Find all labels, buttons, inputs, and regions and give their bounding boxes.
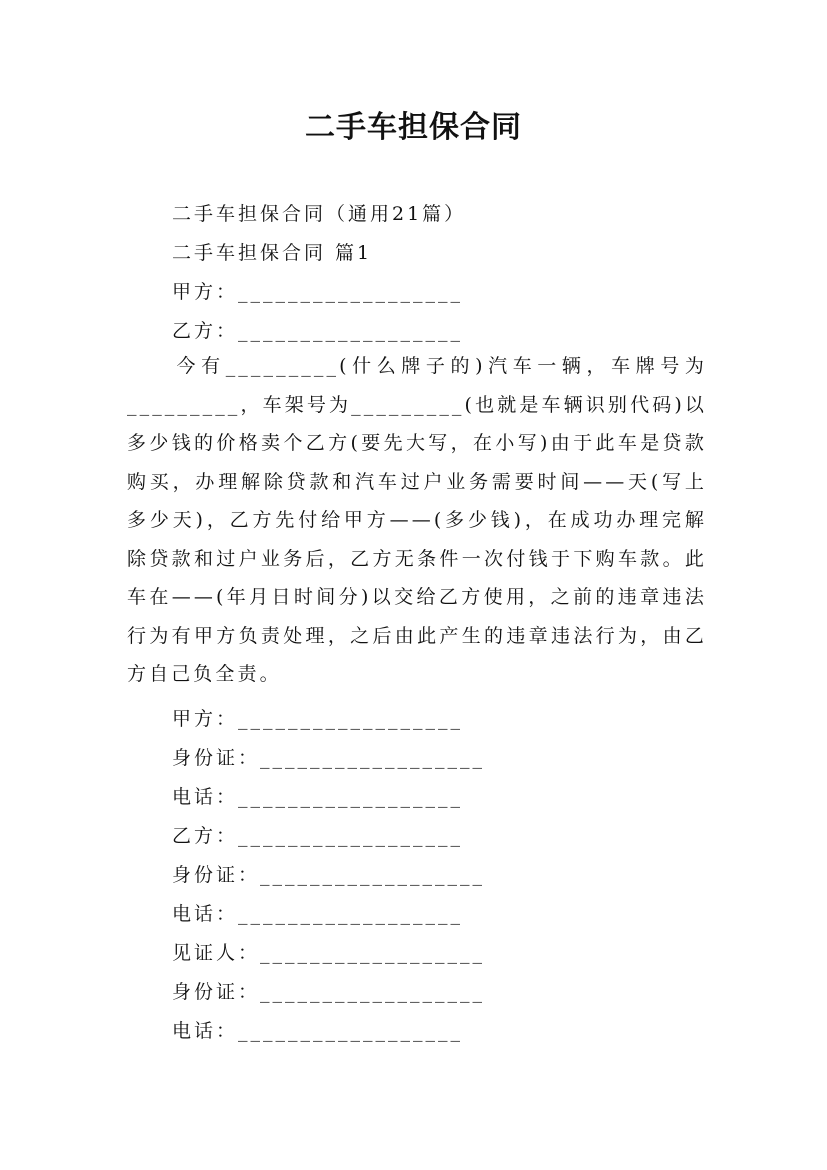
document-title: 二手车担保合同 — [305, 110, 522, 145]
signature-party-b-phone: 电话：__________________ — [172, 903, 464, 925]
signature-witness: 见证人：__________________ — [172, 942, 486, 964]
signature-party-a: 甲方：__________________ — [172, 708, 464, 730]
contract-body-paragraph — [127, 347, 707, 694]
document-subtitle: 二手车担保合同（通用21篇） — [172, 203, 467, 225]
signature-witness-phone: 电话：__________________ — [172, 1020, 464, 1042]
signature-witness-id: 身份证：__________________ — [172, 981, 486, 1003]
section-heading: 二手车担保合同 篇1 — [172, 242, 373, 264]
party-a-line: 甲方：__________________ — [172, 281, 464, 303]
signature-party-a-phone: 电话：__________________ — [172, 786, 464, 808]
party-b-line: 乙方：__________________ — [172, 320, 464, 342]
contract-body-text: 今有_________(什么牌子的)汽车一辆，车牌号为_________，车架号为_________(也就是车辆识别代码)以多少钱的价格卖个乙方(要先大写，在小写)由于此车是贷款购买，办理解除贷款和汽车过户业务需要时间——天(写上多少天)，乙方先付给甲方——(多少钱)，在成功办理完解除贷款和过户业务后，乙方无条件一次付钱于下购车款。此车在——(年月日时间分)以交给乙方使用，之前的违章违法行为有甲方负责处理，之后由此产生的违章违法行为，由乙方自己负全责。 — [127, 355, 707, 685]
signature-party-b-id: 身份证：__________________ — [172, 864, 486, 886]
signature-party-b: 乙方：__________________ — [172, 825, 464, 847]
signature-party-a-id: 身份证：__________________ — [172, 747, 486, 769]
